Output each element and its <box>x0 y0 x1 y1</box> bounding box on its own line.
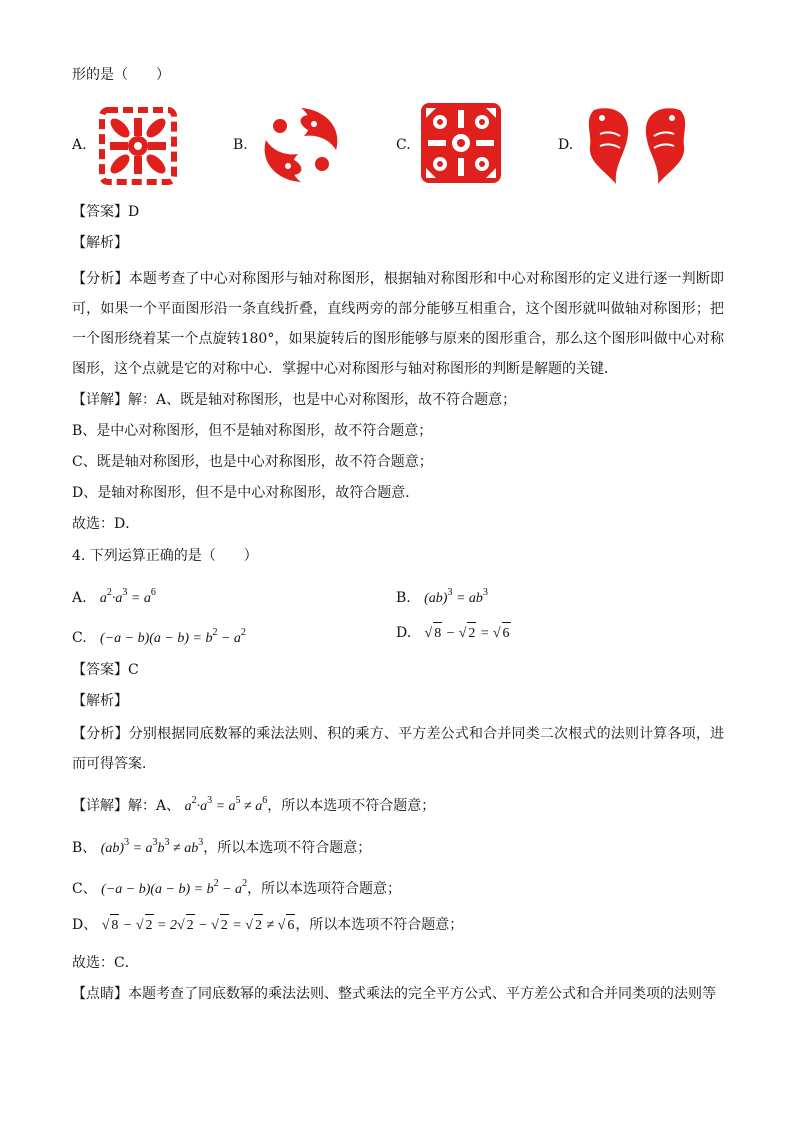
q3-analysis-text: 本题考查了中心对称图形与轴对称图形，根据轴对称图形和中心对称图形的定义进行逐一判断即可，如果一个平面图形沿一条直线折叠，直线两旁的部分能够互相重合，这个图形就叫做轴对称图形；把一个图形绕着某一个点旋转180°，如果旋转后的图形能够与原来的图形重合，那么这个图形叫做中心对称图形，这个点就是它的对称中心．掌握中心对称图形与轴对称图形的判断是解题的关键． <box>72 271 725 377</box>
q4-option-c <box>72 622 246 650</box>
q4-detail-b-prefix: B、 <box>72 840 97 856</box>
flower-square-papercut-icon <box>418 100 504 186</box>
q4-detail-d-formula: √ 8 − √ 2 = 2√ 2 − √ 2 = √ 2 ≠ √ 6 <box>102 918 296 933</box>
q4-option-d <box>396 622 511 645</box>
q4-detail-c-formula: $(-a - b)(a - b) = b^2 - a^2$ <box>101 878 248 897</box>
q4-detail-b-formula: $(ab)^3 = a^3b^3 \ne ab^3$ <box>100 837 204 856</box>
fish-symmetric-papercut-icon <box>96 104 180 188</box>
q4-analysis-tag: 【分析】 <box>72 726 129 742</box>
q4-option-a-label: A. <box>72 590 87 606</box>
q4-detail-a-suffix: ，所以本选项不符合题意； <box>267 798 436 814</box>
q4-option-a-formula: $a^2\cdot a^3 = a^6$ <box>99 587 156 606</box>
q4-analysis-paragraph <box>72 719 724 779</box>
q4-detail-d-prefix: D、 <box>72 917 98 933</box>
q3-analysis-paragraph <box>72 264 724 384</box>
q3-detail-c: C、既是轴对称图形，也是中心对称图形，故不符合题意； <box>72 454 433 470</box>
option-d-label: D. <box>558 137 574 153</box>
q3-analysis-tag: 【分析】 <box>72 271 129 287</box>
option-b-label: B. <box>233 137 248 153</box>
q3-detail-b: B、是中心对称图形，但不是轴对称图形，故不符合题意； <box>72 423 433 439</box>
q3-detail-a: 解：A、既是轴对称图形，也是中心对称图形，故不符合题意； <box>128 392 517 408</box>
q4-choose: 故选：C． <box>72 955 139 971</box>
q3-jiexi-heading: 【解析】 <box>72 235 128 251</box>
q3-detail-d: D、是轴对称图形，但不是中心对称图形，故符合题意． <box>72 485 420 501</box>
q3-detail-line-1 <box>72 389 516 411</box>
q4-detail-d-suffix: ，所以本选项不符合题意； <box>295 917 464 933</box>
q4-option-b <box>396 582 488 610</box>
question-3-tail: 形的是（ ） <box>72 67 170 83</box>
q4-detail-line-c <box>72 873 401 901</box>
q4-jiexi-heading: 【解析】 <box>72 693 128 709</box>
q4-option-c-formula: $(-a - b)(a - b) = b^2 - a^2$ <box>100 627 246 646</box>
q4-detail-b-suffix: ，所以本选项不符合题意； <box>203 840 372 856</box>
q4-detail-tag: 【详解】 <box>72 798 128 814</box>
q4-answer: 【答案】C <box>72 662 139 678</box>
q4-option-d-formula: √ 8 − √ 2 = √ 6 <box>425 626 511 641</box>
option-c-label: C. <box>396 137 411 153</box>
question-4-stem: 4. 下列运算正确的是（ ） <box>72 548 258 564</box>
q4-option-a <box>72 582 156 610</box>
q4-option-d-label: D. <box>396 625 412 641</box>
q4-comment-tag: 【点睛】 <box>72 986 128 1002</box>
q4-detail-a-formula: $a^2\cdot a^3 = a^5 \ne a^6$ <box>184 795 268 814</box>
q4-option-b-formula: $(ab)^3 = ab^3$ <box>424 587 488 606</box>
q4-detail-line-a <box>72 790 435 818</box>
q4-analysis-text: 分别根据同底数幂的乘法法则、积的乘方、平方差公式和合并同类二次根式的法则计算各项，进而可得答案． <box>72 726 725 772</box>
q4-detail-a-prefix: 解：A、 <box>128 798 181 814</box>
q3-choose: 故选：D． <box>72 516 140 532</box>
option-a-label: A. <box>72 137 87 153</box>
q4-detail-line-d <box>72 914 463 937</box>
fish-swirl-papercut-icon <box>256 100 346 190</box>
q4-option-c-label: C. <box>72 630 87 646</box>
q4-comment-text: 本题考查了同底数幂的乘法法则、整式乘法的完全平方公式、平方差公式和合并同类项的法则等 <box>128 986 716 1002</box>
q3-detail-tag: 【详解】 <box>72 392 128 408</box>
q4-detail-line-b <box>72 832 371 860</box>
q3-answer: 【答案】D <box>72 204 140 220</box>
q4-option-b-label: B. <box>396 590 411 606</box>
q4-detail-c-prefix: C、 <box>72 881 97 897</box>
q4-comment <box>72 983 716 1005</box>
carp-pair-papercut-icon <box>580 100 694 186</box>
q4-detail-c-suffix: ，所以本选项符合题意； <box>247 881 402 897</box>
